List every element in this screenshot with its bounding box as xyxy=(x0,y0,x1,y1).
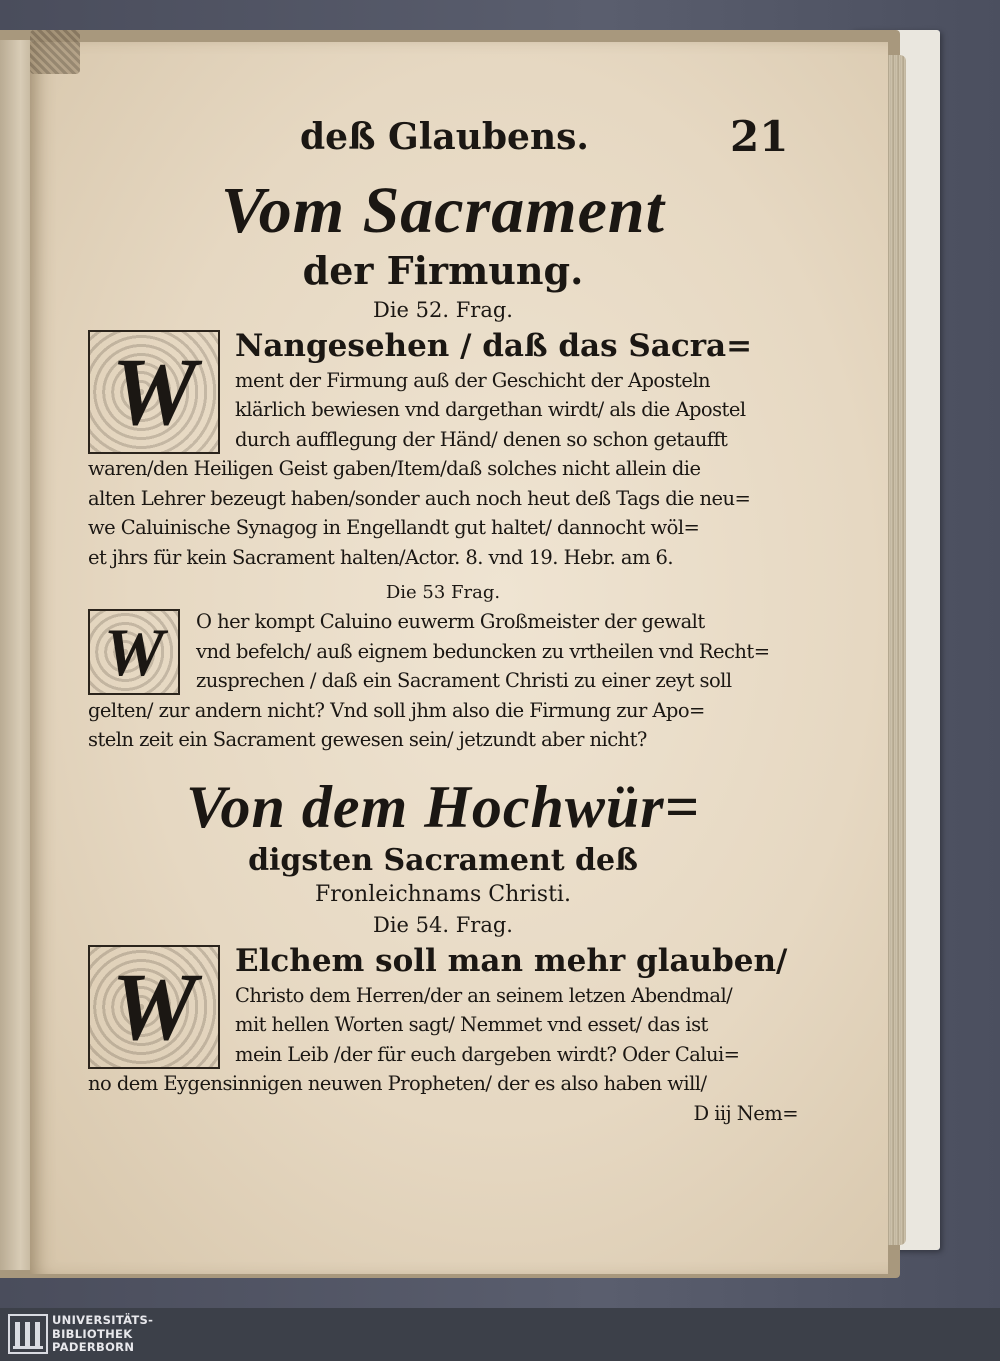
text-line: O her kompt Caluino euwerm Großmeister der gewalt xyxy=(196,610,705,634)
text-line: et jhrs für kein Sacrament halten/Actor. 8. vnd 19. Hebr. am 6. xyxy=(88,545,674,569)
catchword-line: D iij Nem= xyxy=(693,1101,798,1125)
text-line: no dem Eygensinnigen neuwen Propheten/ der es also haben will/ xyxy=(88,1072,707,1096)
library-name xyxy=(52,1314,153,1355)
text-line: Christo dem Herren/der an seinem letzen Abendmal/ xyxy=(235,983,733,1007)
question-number-54: Die 54. Frag. xyxy=(373,912,513,937)
library-name-line: PADERBORN xyxy=(52,1340,135,1354)
section-heading-line3: Fronleichnams Christi. xyxy=(315,881,571,907)
binding-thread xyxy=(30,30,80,74)
page-number: 21 xyxy=(730,112,789,161)
text-line: Nangesehen / daß das Sacra= xyxy=(235,327,753,364)
text-line: gelten/ zur andern nicht? Vnd soll jhm also die Firmung zur Apo= xyxy=(88,698,705,722)
library-name-line: BIBLIOTHEK xyxy=(52,1326,133,1341)
page-text xyxy=(88,70,798,1128)
text-line: ment der Firmung auß der Geschicht der Aposteln xyxy=(235,368,711,392)
paragraph-53 xyxy=(88,607,798,755)
section-subheading-firmung: der Firmung. xyxy=(302,248,584,293)
text-line: we Caluinische Synagog in Engellandt gut haltet/ dannocht wöl= xyxy=(88,516,700,540)
text-line: vnd befelch/ auß eignem beduncken zu vrtheilen vnd Recht= xyxy=(196,639,770,663)
decorated-initial: W xyxy=(88,945,220,1069)
left-page-edge xyxy=(0,40,34,1270)
library-logo-icon xyxy=(8,1314,48,1354)
question-number-53: Die 53 Frag. xyxy=(385,582,501,604)
section-heading-sacrament: Vom Sacrament xyxy=(221,174,665,247)
section-heading-hochwuerdig: Von dem Hochwür= xyxy=(186,773,700,840)
paragraph-54 xyxy=(88,941,798,1129)
text-line: zusprechen / daß ein Sacrament Christi zu einer zeyt soll xyxy=(196,669,732,693)
text-line: alten Lehrer bezeugt haben/sonder auch noch heut deß Tags die neu= xyxy=(88,486,751,510)
running-head xyxy=(88,70,798,161)
text-line: waren/den Heiligen Geist gaben/Item/daß solches nicht allein die xyxy=(88,457,701,481)
paragraph-52 xyxy=(88,326,798,573)
running-head-title: deß Glaubens. xyxy=(300,116,589,158)
decorated-initial: W xyxy=(88,330,220,454)
text-line: durch aufflegung der Händ/ denen so schon getaufft xyxy=(235,427,728,451)
text-line: steln zeit ein Sacrament gewesen sein/ jetzundt aber nicht? xyxy=(88,728,647,752)
library-name-line: UNIVERSITÄTS- xyxy=(52,1313,154,1327)
text-line: mein Leib /der für euch dargeben wirdt? Oder Calui= xyxy=(235,1042,740,1066)
question-number-52: Die 52. Frag. xyxy=(373,297,513,322)
text-line: klärlich bewiesen vnd dargethan wirdt/ als die Apostel xyxy=(235,398,746,422)
text-line: Elchem soll man mehr glauben/ xyxy=(235,942,788,979)
text-line: mit hellen Worten sagt/ Nemmet vnd esset/ das ist xyxy=(235,1013,708,1037)
section-heading-line2: digsten Sacrament deß xyxy=(248,842,638,878)
decorated-initial: W xyxy=(88,609,180,695)
library-footer xyxy=(0,1308,1000,1361)
